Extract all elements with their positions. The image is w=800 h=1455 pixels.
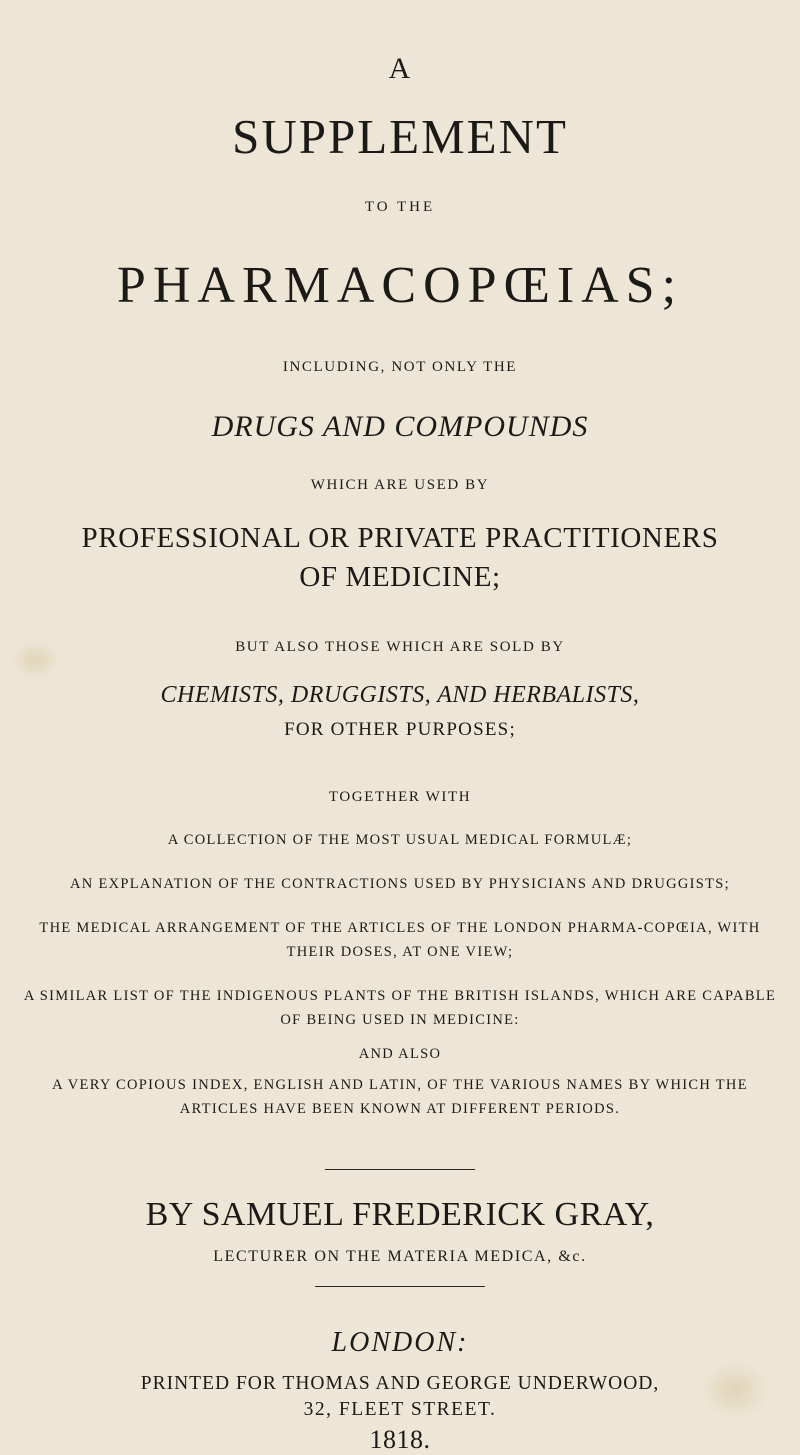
of-medicine-line: OF MEDICINE; bbox=[299, 561, 501, 593]
main-title-supplement: SUPPLEMENT bbox=[232, 109, 568, 164]
paper-stain bbox=[700, 1360, 770, 1420]
to-the-line: TO THE bbox=[364, 199, 436, 215]
together-with-line: TOGETHER WITH bbox=[328, 789, 472, 805]
address-line: 32, FLEET STREET. bbox=[303, 1399, 497, 1420]
main-title-pharmacopoeias: PHARMACOPŒIAS; bbox=[116, 257, 684, 314]
imprint-city: LONDON: bbox=[331, 1327, 469, 1358]
chemists-druggists-herbalists: CHEMISTS, DRUGGISTS, AND HERBALISTS, bbox=[160, 682, 640, 708]
article-a: A bbox=[388, 52, 412, 85]
divider-rule bbox=[315, 1286, 485, 1287]
contents-item: A COLLECTION OF THE MOST USUAL MEDICAL FORMULÆ; bbox=[167, 832, 633, 848]
other-purposes-line: FOR OTHER PURPOSES; bbox=[284, 719, 516, 740]
divider-rule bbox=[325, 1169, 475, 1170]
including-line: INCLUDING, NOT ONLY THE bbox=[282, 359, 518, 375]
drugs-and-compounds: DRUGS AND COMPOUNDS bbox=[211, 410, 589, 443]
paper-stain bbox=[10, 640, 60, 680]
lecturer-line: LECTURER ON THE MATERIA MEDICA, &c. bbox=[213, 1248, 587, 1265]
and-also-line: AND ALSO bbox=[358, 1046, 442, 1062]
contents-item: THE MEDICAL ARRANGEMENT OF THE ARTICLES OF THE LONDON PHARMA-COPŒIA, WITH THEIR DOSES, AT ONE VIEW; bbox=[39, 920, 761, 960]
which-are-used-by-line: WHICH ARE USED BY bbox=[310, 477, 490, 493]
professional-practitioners-line: PROFESSIONAL OR PRIVATE PRACTITIONERS bbox=[81, 522, 719, 554]
contents-item: AN EXPLANATION OF THE CONTRACTIONS USED BY PHYSICIANS AND DRUGGISTS; bbox=[70, 876, 730, 892]
index-line: A VERY COPIOUS INDEX, ENGLISH AND LATIN, OF THE VARIOUS NAMES BY WHICH THE ARTICLES HAVE BEEN KNOWN AT DIFFERENT PERIODS. bbox=[52, 1077, 748, 1117]
publication-year: 1818. bbox=[369, 1425, 431, 1454]
printed-for-line: PRINTED FOR THOMAS AND GEORGE UNDERWOOD, bbox=[140, 1373, 660, 1394]
but-also-line: BUT ALSO THOSE WHICH ARE SOLD BY bbox=[235, 639, 565, 655]
author-line: BY SAMUEL FREDERICK GRAY, bbox=[145, 1196, 655, 1233]
contents-item: A SIMILAR LIST OF THE INDIGENOUS PLANTS OF THE BRITISH ISLANDS, WHICH ARE CAPABLE OF BEING USED IN MEDICINE: bbox=[23, 988, 777, 1028]
